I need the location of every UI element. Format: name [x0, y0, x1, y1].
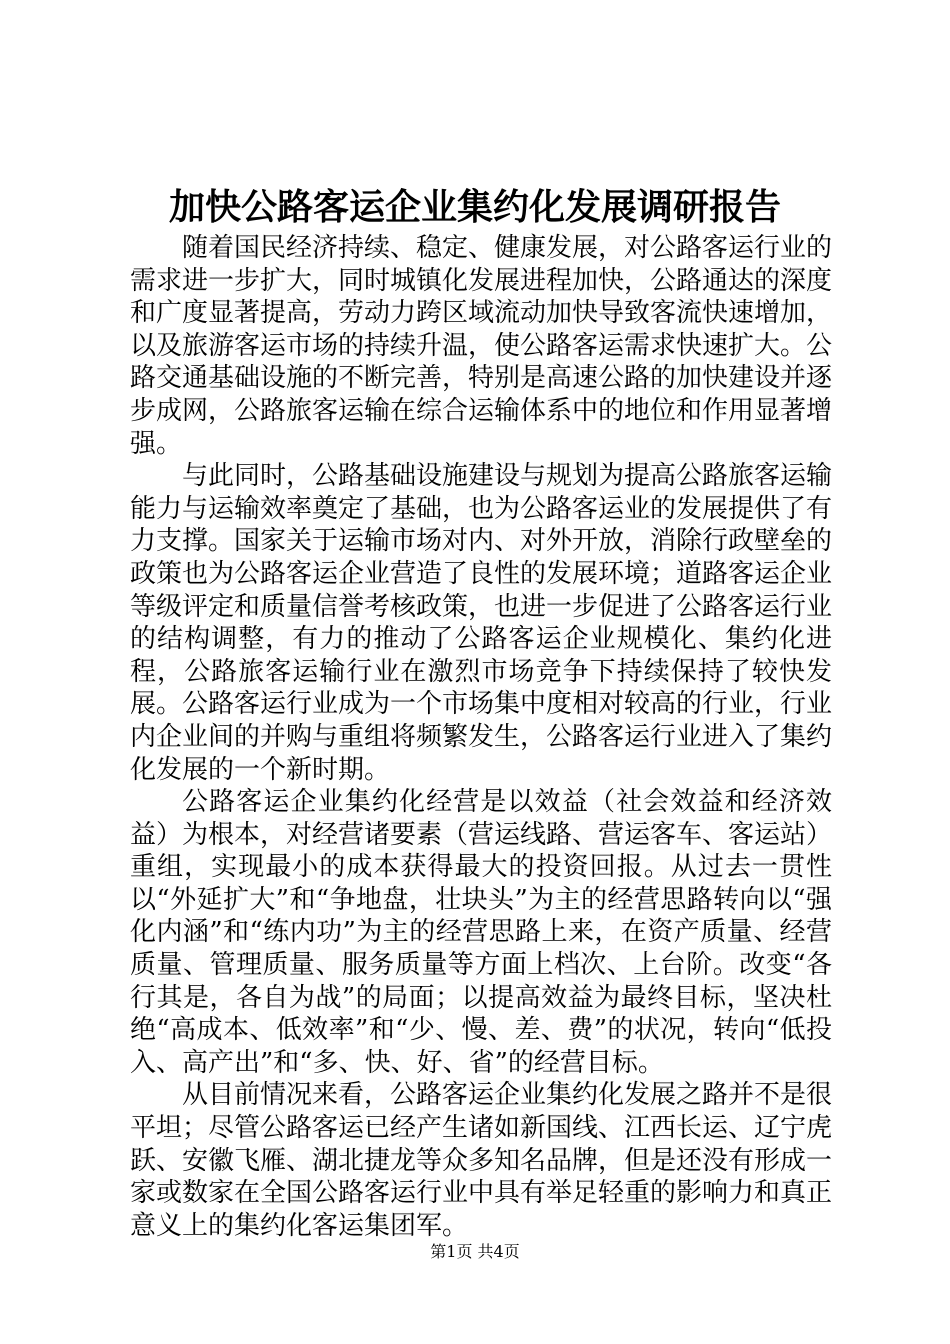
paragraph-3: 公路客运企业集约化经营是以效益（社会效益和经济效益）为根本，对经营诸要素（营运线路、营运客车、客运站）重组，实现最小的成本获得最大的投资回报。从过去一贯性以“外延扩大”和“争地盘，壮块头”为主的经营思路转向以“强化内涵”和“练内功”为主的经营思路上来，在资产质量、经营质量、管理质量、服务质量等方面上档次、上台阶。改变“各行其是，各自为战”的局面；以提高效益为最终目标，坚决杜绝“高成本、低效率”和“少、慢、差、费”的状况，转向“低投入、高产出”和“多、快、好、省”的经营目标。: [130, 787, 833, 1078]
paragraph-2: 与此同时，公路基础设施建设与规划为提高公路旅客运输能力与运输效率奠定了基础，也为公路客运业的发展提供了有力支撑。国家关于运输市场对内、对外开放，消除行政壁垒的政策也为公路客运企业营造了良性的发展环境；道路客运企业等级评定和质量信誉考核政策，也进一步促进了公路客运行业的结构调整，有力的推动了公路客运企业规模化、集约化进程，公路旅客运输行业在激烈市场竞争下持续保持了较快发展。公路客运行业成为一个市场集中度相对较高的行业，行业内企业间的并购与重组将频繁发生，公路客运行业进入了集约化发展的一个新时期。: [130, 461, 833, 785]
document-body: [130, 232, 832, 1242]
document-title: 加快公路客运企业集约化发展调研报告: [168, 186, 781, 228]
page-footer: 第1页 共4页: [430, 1242, 520, 1261]
paragraph-4: 从目前情况来看，公路客运企业集约化发展之路并不是很平坦；尽管公路客运已经产生诸如新国线、江西长运、辽宁虎跃、安徽飞雁、湖北捷龙等众多知名品牌，但是还没有形成一家或数家在全国公路客运行业中具有举足轻重的影响力和真正意义上的集约化客运集团军。: [130, 1080, 833, 1241]
paragraph-1: 随着国民经济持续、稳定、健康发展，对公路客运行业的需求进一步扩大，同时城镇化发展进程加快，公路通达的深度和广度显著提高，劳动力跨区域流动加快导致客流快速增加，以及旅游客运市场的持续升温，使公路客运需求快速扩大。公路交通基础设施的不断完善，特别是高速公路的加快建设并逐步成网，公路旅客运输在综合运输体系中的地位和作用显著增强。: [130, 233, 833, 459]
